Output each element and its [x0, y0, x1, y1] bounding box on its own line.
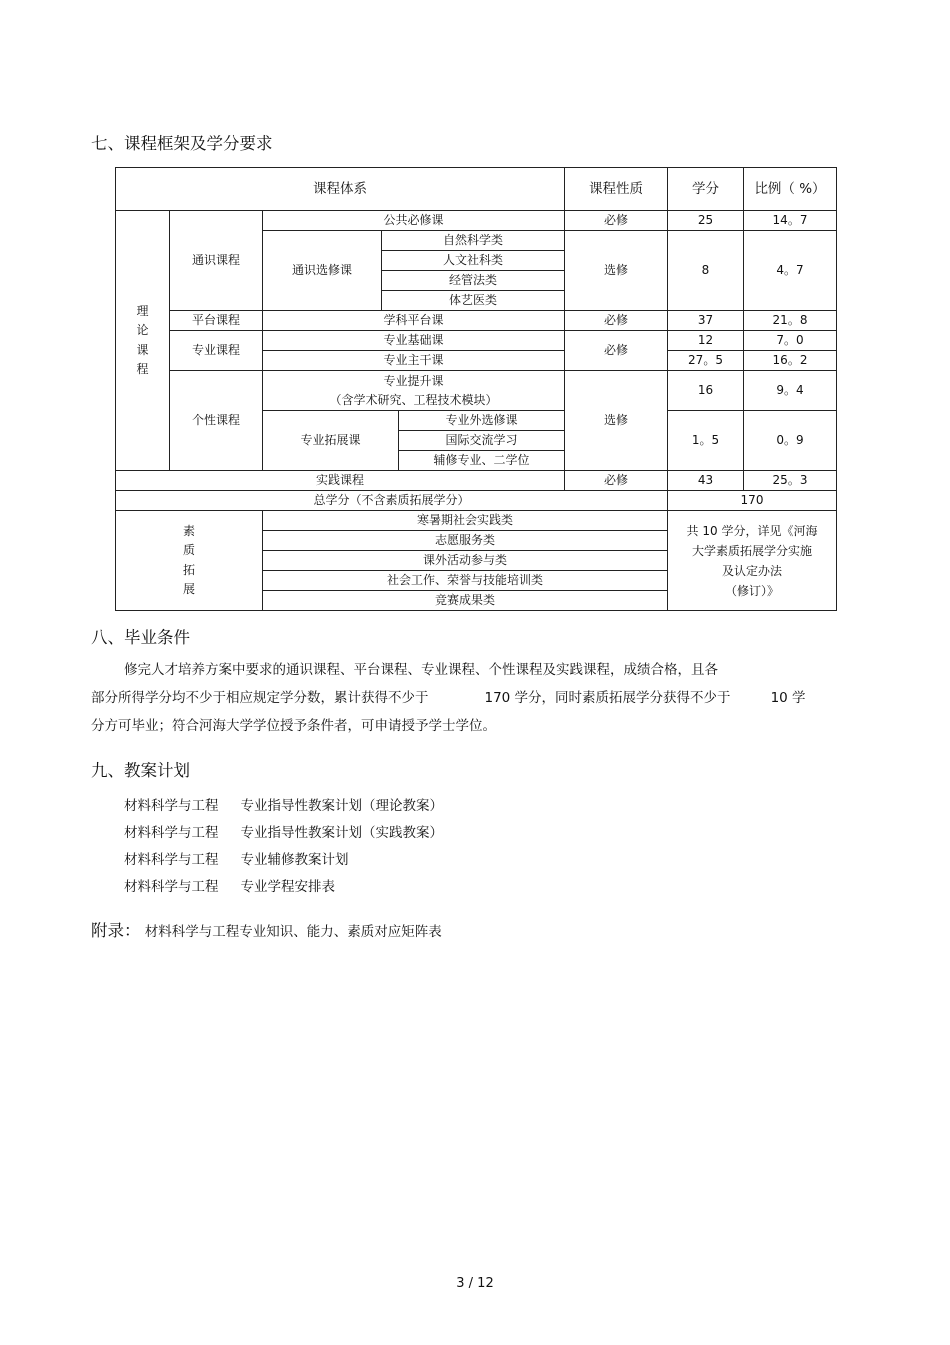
credit-cell: 43	[668, 471, 744, 491]
quality-item-cell: 志愿服务类	[263, 531, 668, 551]
appendix-line	[91, 917, 442, 941]
nature-required-cell: 必修	[565, 331, 668, 371]
quality-expansion-cell: 素质拓展	[116, 511, 263, 611]
credit-cell: 37	[668, 311, 744, 331]
appendix-label: 附录：	[91, 921, 141, 940]
general-courses-cell: 通识课程	[170, 211, 263, 311]
plan-item: 材料科学与工程 专业辅修教案计划	[124, 852, 349, 868]
appendix-text: 材料科学与工程专业知识、能力、素质对应矩阵表	[144, 924, 442, 940]
ratio-cell: 4。7	[744, 231, 837, 311]
header-credit: 学分	[668, 168, 744, 211]
quality-item-cell: 竞赛成果类	[263, 591, 668, 611]
table-row	[116, 491, 837, 511]
table-row	[116, 371, 837, 391]
credit-cell: 16	[668, 371, 744, 411]
ratio-cell: 25。3	[744, 471, 837, 491]
personal-courses-cell: 个性课程	[170, 371, 263, 471]
theory-courses-cell: 理论课程	[116, 211, 170, 471]
ratio-cell: 14。7	[744, 211, 837, 231]
major-main-cell: 专业主干课	[263, 351, 565, 371]
nature-required-cell: 必修	[565, 471, 668, 491]
ratio-cell: 16。2	[744, 351, 837, 371]
quality-item-cell: 社会工作、荣誉与技能培训类	[263, 571, 668, 591]
table-header-row	[116, 168, 837, 211]
ext-item-cell: 辅修专业、二学位	[399, 451, 565, 471]
quality-note-cell: 共 10 学分，详见《河海 大学素质拓展学分实施 及认定办法 （修订）》	[668, 511, 837, 611]
practice-courses-cell: 实践课程	[116, 471, 565, 491]
ge-item-cell: 经管法类	[382, 271, 565, 291]
major-extension-cell: 专业拓展课	[263, 411, 399, 471]
header-ratio: 比例（ %）	[744, 168, 837, 211]
table-row	[116, 311, 837, 331]
major-courses-cell: 专业课程	[170, 331, 263, 371]
total-credits-value: 170	[668, 491, 837, 511]
table-row	[116, 211, 837, 231]
ge-item-cell: 自然科学类	[382, 231, 565, 251]
nature-elective-cell: 选修	[565, 371, 668, 471]
nature-elective-cell: 选修	[565, 231, 668, 311]
platform-courses-cell: 平台课程	[170, 311, 263, 331]
section-9-title: 九、教案计划	[91, 761, 190, 780]
graduation-paragraph-line3: 分方可毕业；符合河海大学学位授予条件者，可申请授予学士学位。	[91, 718, 496, 734]
major-upgrade-cell: 专业提升课 （含学术研究、工程技术模块）	[263, 371, 565, 411]
credit-cell: 12	[668, 331, 744, 351]
table-row	[116, 331, 837, 351]
platform-course-cell: 学科平台课	[263, 311, 565, 331]
total-credits-label: 总学分（不含素质拓展学分）	[116, 491, 668, 511]
credit-cell: 8	[668, 231, 744, 311]
header-system: 课程体系	[116, 168, 565, 211]
table-row	[116, 471, 837, 491]
plan-item: 材料科学与工程 专业指导性教案计划（理论教案）	[124, 798, 443, 814]
nature-required-cell: 必修	[565, 311, 668, 331]
ratio-cell: 0。9	[744, 411, 837, 471]
ge-item-cell: 人文社科类	[382, 251, 565, 271]
ratio-cell: 9。4	[744, 371, 837, 411]
plan-item: 材料科学与工程 专业学程安排表	[124, 879, 335, 895]
credit-cell: 1。5	[668, 411, 744, 471]
ext-item-cell: 国际交流学习	[399, 431, 565, 451]
nature-required-cell: 必修	[565, 211, 668, 231]
major-basic-cell: 专业基础课	[263, 331, 565, 351]
page-number: 3 / 12	[456, 1276, 494, 1291]
section-8-title: 八、毕业条件	[91, 628, 190, 647]
credit-cell: 25	[668, 211, 744, 231]
course-framework-table	[115, 167, 837, 611]
credit-cell: 27。5	[668, 351, 744, 371]
section-7-title: 七、课程框架及学分要求	[91, 134, 273, 153]
graduation-paragraph-line2: 部分所得学分均不少于相应规定学分数，累计获得不少于 170 学分，同时素质拓展学分获得不少于 10 学	[91, 690, 806, 706]
ext-item-cell: 专业外选修课	[399, 411, 565, 431]
plan-item: 材料科学与工程 专业指导性教案计划（实践教案）	[124, 825, 443, 841]
quality-item-cell: 寒暑期社会实践类	[263, 511, 668, 531]
graduation-paragraph-line1: 修完人才培养方案中要求的通识课程、平台课程、专业课程、个性课程及实践课程，成绩合格，且各	[124, 662, 718, 678]
ratio-cell: 21。8	[744, 311, 837, 331]
public-required-cell: 公共必修课	[263, 211, 565, 231]
quality-item-cell: 课外活动参与类	[263, 551, 668, 571]
table-row	[116, 511, 837, 531]
general-elective-cell: 通识选修课	[263, 231, 382, 311]
header-nature: 课程性质	[565, 168, 668, 211]
ratio-cell: 7。0	[744, 331, 837, 351]
ge-item-cell: 体艺医类	[382, 291, 565, 311]
